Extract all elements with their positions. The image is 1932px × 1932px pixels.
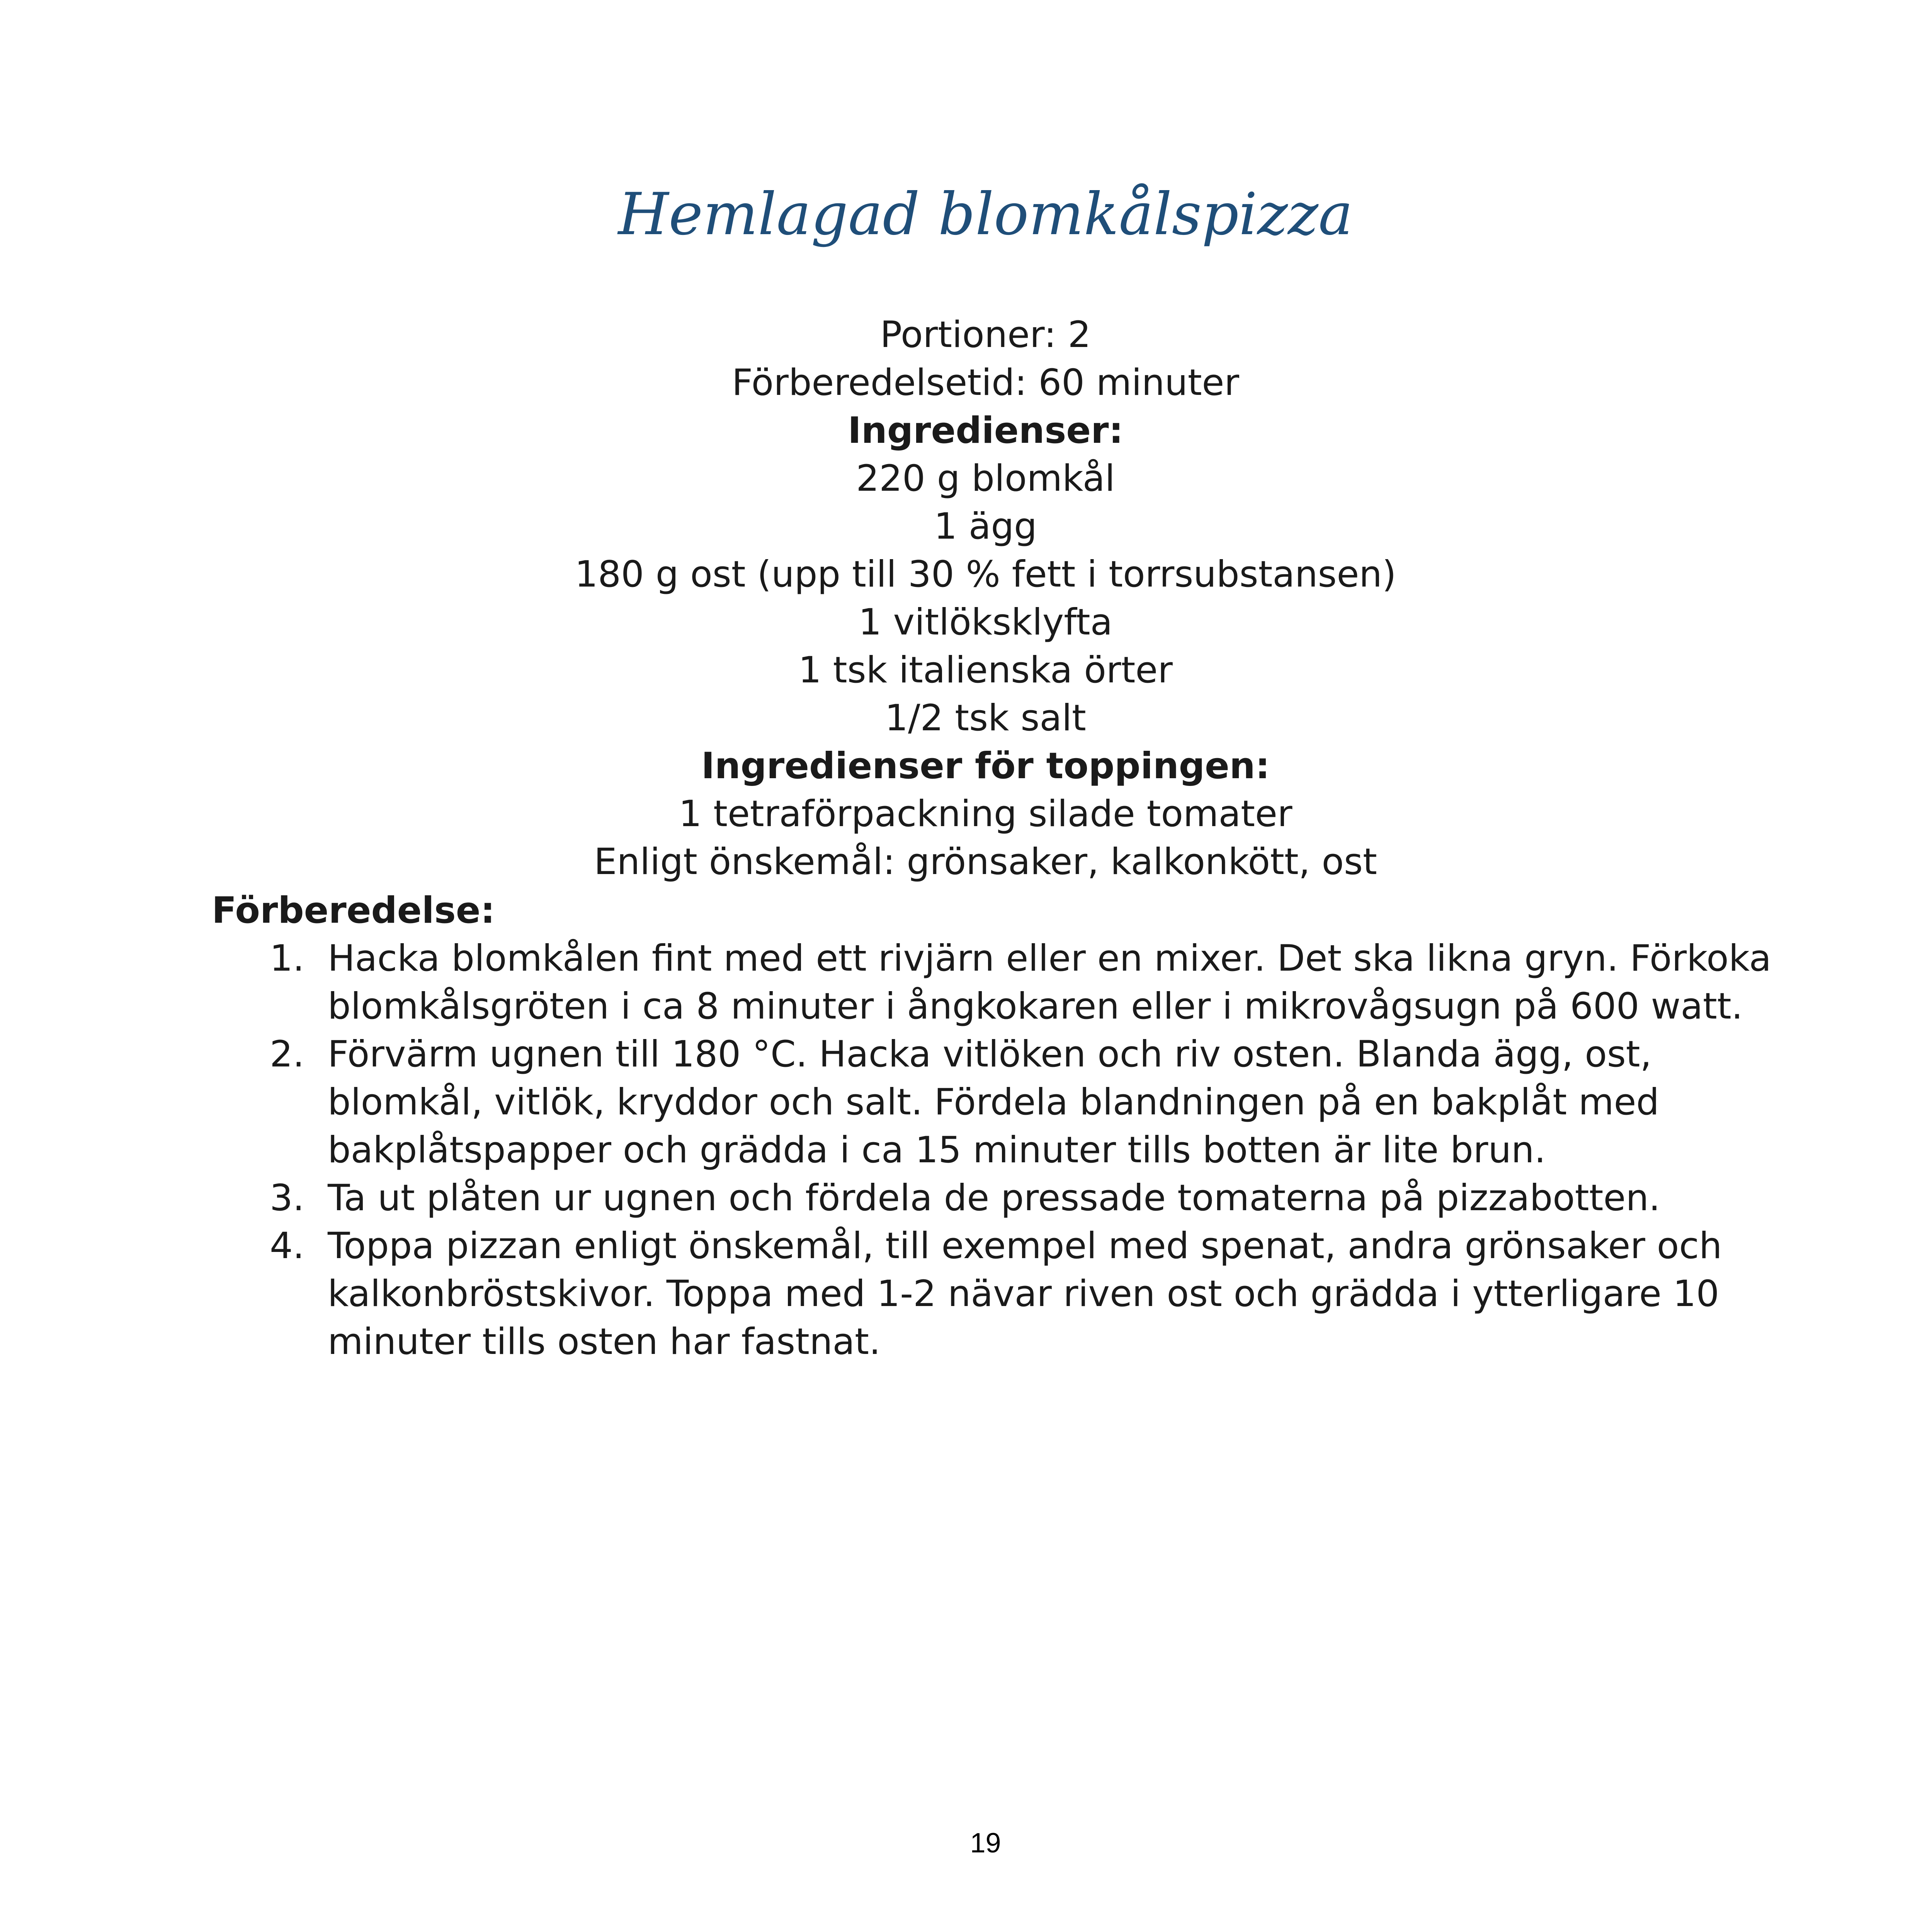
portions-text: Portioner: 2 [880,314,1091,356]
step-text-line: blomkålsgröten i ca 8 minuter i ångkokaren eller i mikrovågsugn på 600 watt. [328,985,1743,1027]
preparation-heading: Förberedelse: [212,889,495,932]
step-text-line: bakplåtspapper och grädda i ca 15 minuter tills botten är lite brun. [328,1129,1546,1171]
step-text-line: Hacka blomkålen fint med ett rivjärn eller en mixer. Det ska likna gryn. Förkoka [328,937,1772,980]
step-text-line: kalkonbröstskivor. Toppa med 1-2 nävar riven ost och grädda i ytterligare 10 [328,1273,1719,1315]
step-text-line: Förvärm ugnen till 180 °C. Hacka vitlöken och riv osten. Blanda ägg, ost, [328,1033,1652,1075]
step-number: 4. [270,1225,304,1267]
recipe-title: Hemlagad blomkålspizza [618,181,1353,248]
ingredient-item: 1 tsk italienska örter [798,649,1173,691]
prep-time-text: Förberedelsetid: 60 minuter [731,362,1240,404]
recipe-meta [0,311,1932,886]
topping-item: Enligt önskemål: grönsaker, kalkonkött, ost [594,841,1377,883]
step-3 [212,1174,1835,1222]
page-number: 19 [970,1828,1001,1859]
step-text-line: Toppa pizzan enligt önskemål, till exempel med spenat, andra grönsaker och [328,1225,1722,1267]
step-number: 3. [270,1177,304,1219]
ingredients-heading: Ingredienser: [847,410,1124,452]
preparation-steps [212,935,1835,1366]
ingredient-item: 220 g blomkål [856,457,1115,500]
ingredient-item: 1 ägg [934,505,1037,548]
ingredient-item: 1 vitlöksklyfta [858,601,1113,643]
step-4 [212,1222,1835,1366]
step-text-line: Ta ut plåten ur ugnen och fördela de pressade tomaterna på pizzabotten. [328,1177,1660,1219]
step-text-line: minuter tills osten har fastnat. [328,1321,881,1363]
step-number: 1. [270,937,304,980]
step-1 [212,935,1835,1031]
step-2 [212,1031,1835,1174]
ingredient-item: 180 g ost (upp till 30 % fett i torrsubstansen) [575,553,1396,595]
step-number: 2. [270,1033,304,1075]
step-text-line: blomkål, vitlök, kryddor och salt. Fördela blandningen på en bakplåt med [328,1081,1660,1123]
ingredient-item: 1/2 tsk salt [885,697,1086,739]
topping-heading: Ingredienser för toppingen: [701,745,1270,787]
topping-item: 1 tetraförpackning silade tomater [679,793,1293,835]
